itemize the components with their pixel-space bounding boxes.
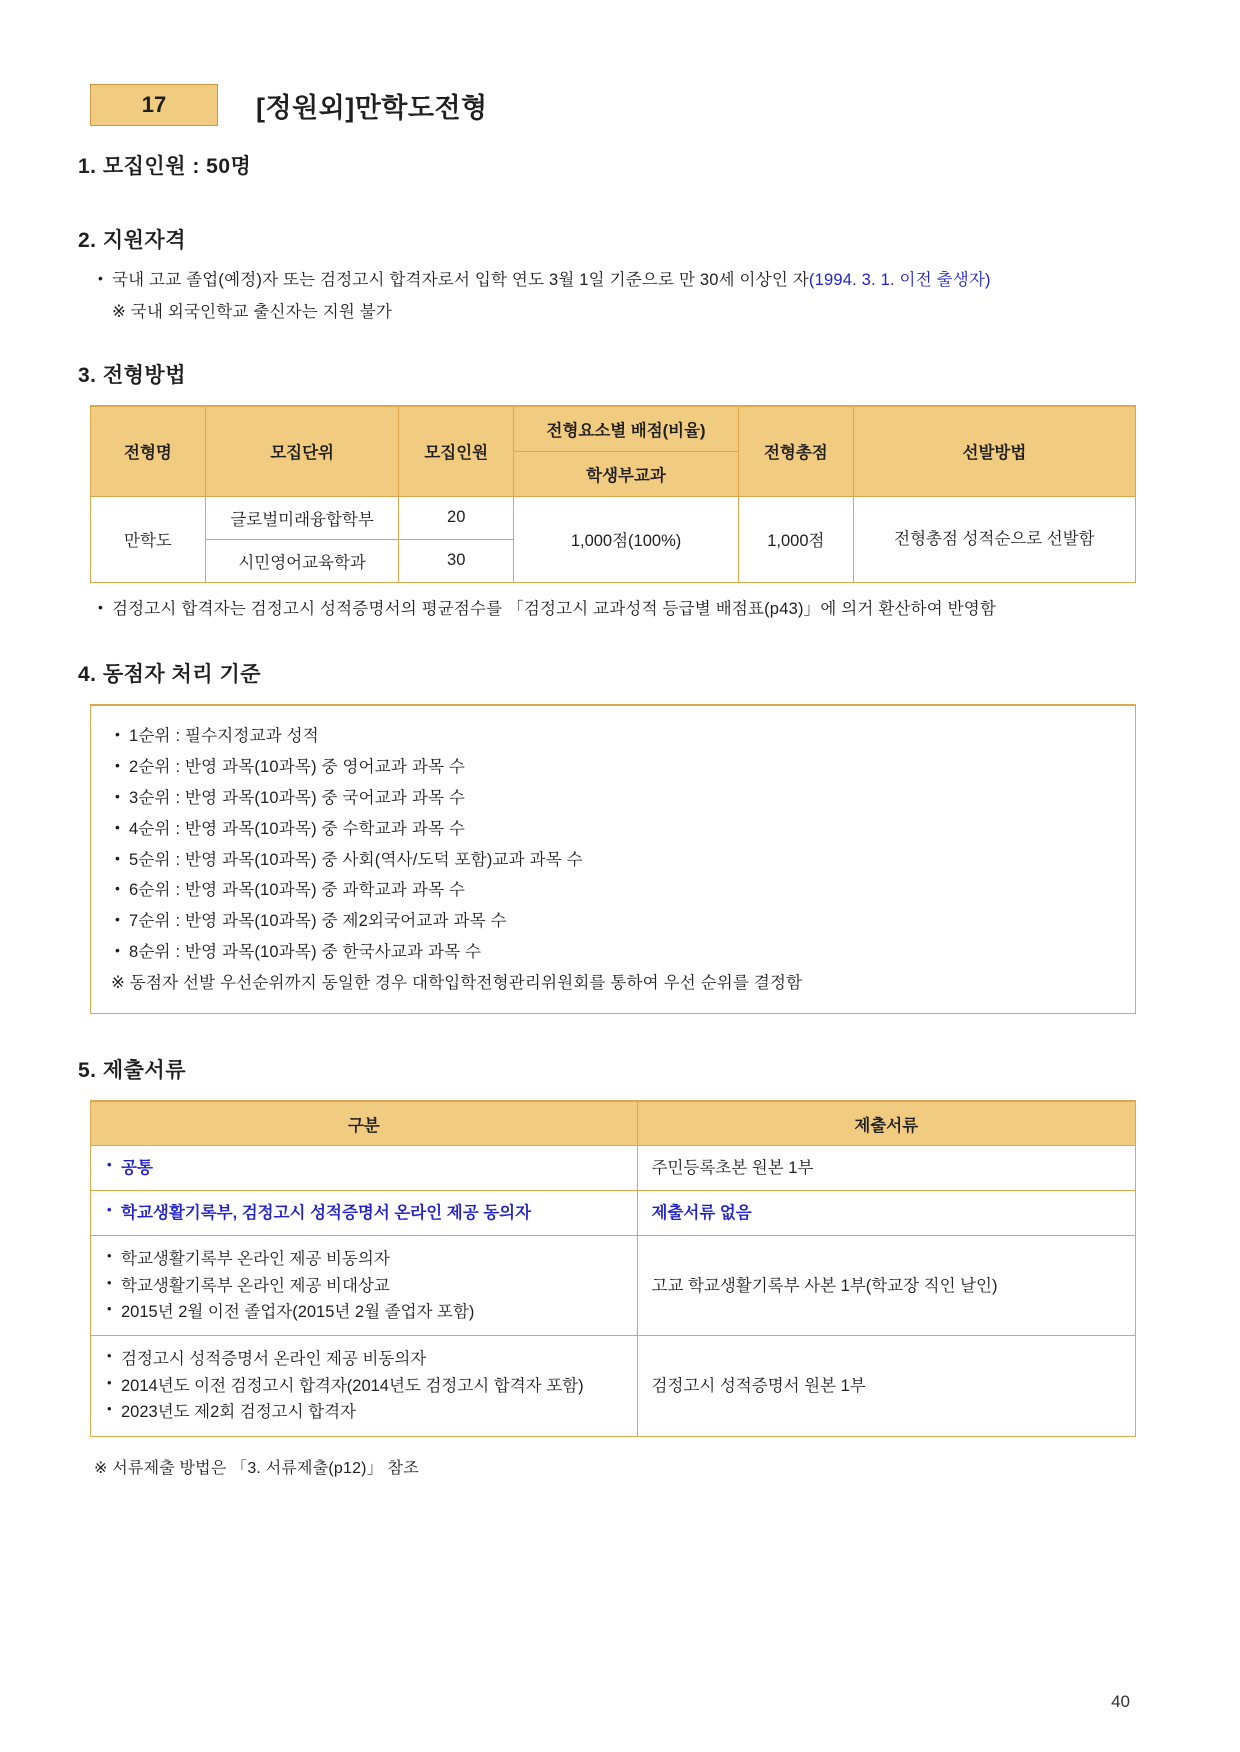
tiebreak-rule-4: • 4순위 : 반영 과목(10과목) 중 수학교과 과목 수 (111, 814, 1115, 845)
category-ged-cell (91, 1336, 638, 1436)
documents-ged-cell: 검정고시 성적증명서 원본 1부 (637, 1336, 1135, 1436)
section-5-title: 5. 제출서류 (78, 1058, 186, 1082)
tiebreak-rule-6: • 6순위 : 반영 과목(10과목) 중 과학교과 과목 수 (111, 875, 1115, 906)
school-record-case-3: • 2015년 2월 이전 졸업자(2015년 2월 졸업자 포함) (105, 1299, 623, 1325)
section-4-title: 4. 동점자 처리 기준 (78, 663, 262, 687)
section-2-title: 2. 지원자격 (78, 229, 186, 252)
section-2-body (94, 268, 1152, 325)
ged-case-3: • 2023년도 제2회 검정고시 합격자 (105, 1399, 623, 1425)
admission-method-table (90, 405, 1136, 583)
school-record-case-2: • 학교생활기록부 온라인 제공 비대상교 (105, 1273, 623, 1299)
category-common: • 공통 (105, 1155, 623, 1181)
school-record-case-1: • 학교생활기록부 온라인 제공 비동의자 (105, 1246, 623, 1272)
col-header-subjects: 학생부교과 (514, 451, 739, 496)
method-cell: 전형총점 성적순으로 선발함 (853, 496, 1135, 582)
col-header-documents: 제출서류 (637, 1101, 1135, 1146)
tiebreak-rule-8: • 8순위 : 반영 과목(10과목) 중 한국사교과 과목 수 (111, 937, 1115, 968)
section-number: 17 (141, 92, 167, 117)
tiebreak-rule-2: • 2순위 : 반영 과목(10과목) 중 영어교과 과목 수 (111, 752, 1115, 783)
section-3-title: 3. 전형방법 (78, 364, 186, 388)
category-online-consent-cell (91, 1191, 638, 1236)
tiebreak-rule-1: • 1순위 : 필수지정교과 성적 (111, 721, 1115, 752)
col-header-total: 전형총점 (738, 406, 853, 496)
ged-case-2: • 2014년도 이전 검정고시 합격자(2014년도 검정고시 합격자 포함) (105, 1373, 623, 1399)
documents-common-cell: 주민등록초본 원본 1부 (637, 1146, 1135, 1191)
unit-cell-1: 글로벌미래융합학부 (205, 496, 398, 539)
documents-school-record-cell: 고교 학교생활기록부 사본 1부(학교장 직인 날인) (637, 1236, 1135, 1336)
col-header-quota: 모집인원 (399, 406, 514, 496)
table-row (91, 1191, 1136, 1236)
documents-table (90, 1100, 1136, 1437)
eligibility-text: 국내 고교 졸업(예정)자 또는 검정고시 합격자로서 입학 연도 3월 1일 기준으로 만 30세 이상인 자 (112, 271, 809, 289)
category-common-cell (91, 1146, 638, 1191)
col-header-name: 전형명 (91, 406, 206, 496)
unit-cell-2: 시민영어교육학과 (205, 539, 398, 582)
tiebreak-committee-note: ※ 동점자 선발 우선순위까지 동일한 경우 대학입학전형관리위원회를 통하여 우선 순위를 결정함 (111, 973, 803, 992)
total-cell: 1,000점 (738, 496, 853, 582)
submission-method-note: ※ 서류제출 방법은 「3. 서류제출(p12)」 참조 (94, 1459, 419, 1477)
eligibility-subnote: ※ 국내 외국인학교 출신자는 지원 불가 (112, 302, 393, 321)
category-school-record-cell (91, 1236, 638, 1336)
quota-cell-2: 30 (399, 539, 514, 582)
col-header-elements: 전형요소별 배점(비율) (514, 406, 739, 451)
tiebreak-rules-box (90, 704, 1136, 1014)
eligibility-birthdate-note: (1994. 3. 1. 이전 출생자) (808, 271, 991, 289)
section-1-title: 1. 모집인원 : 50명 (78, 155, 252, 178)
col-header-method: 선발방법 (853, 406, 1135, 496)
page-number: 40 (1111, 1692, 1130, 1711)
tiebreak-rule-3: • 3순위 : 반영 과목(10과목) 중 국어교과 과목 수 (111, 783, 1115, 814)
eligibility-item (94, 268, 1152, 294)
col-header-category: 구분 (91, 1101, 638, 1146)
score-cell: 1,000점(100%) (514, 496, 739, 582)
section-header (90, 84, 1152, 126)
admission-name-cell: 만학도 (91, 496, 206, 582)
section-number-badge (90, 84, 218, 126)
tiebreak-rule-5: • 5순위 : 반영 과목(10과목) 중 사회(역사/도덕 포함)교과 과목 수 (111, 845, 1115, 876)
quota-cell-1: 20 (399, 496, 514, 539)
tiebreak-rule-7: • 7순위 : 반영 과목(10과목) 중 제2외국어교과 과목 수 (111, 906, 1115, 937)
col-header-unit: 모집단위 (205, 406, 398, 496)
ged-case-1: • 검정고시 성적증명서 온라인 제공 비동의자 (105, 1346, 623, 1372)
page-title: [정원외]만학도전형 (256, 92, 488, 123)
ged-conversion-note: • 검정고시 합격자는 검정고시 성적증명서의 평균점수를 「검정고시 교과성적 등급별 배점표(p43)」에 의거 환산하여 반영함 (94, 597, 1152, 623)
documents-none-cell: 제출서류 없음 (637, 1191, 1135, 1236)
table-row (91, 1236, 1136, 1336)
table-row (91, 496, 1136, 539)
table-row (91, 1146, 1136, 1191)
category-online-consent: • 학교생활기록부, 검정고시 성적증명서 온라인 제공 동의자 (105, 1200, 623, 1226)
table-row (91, 1336, 1136, 1436)
